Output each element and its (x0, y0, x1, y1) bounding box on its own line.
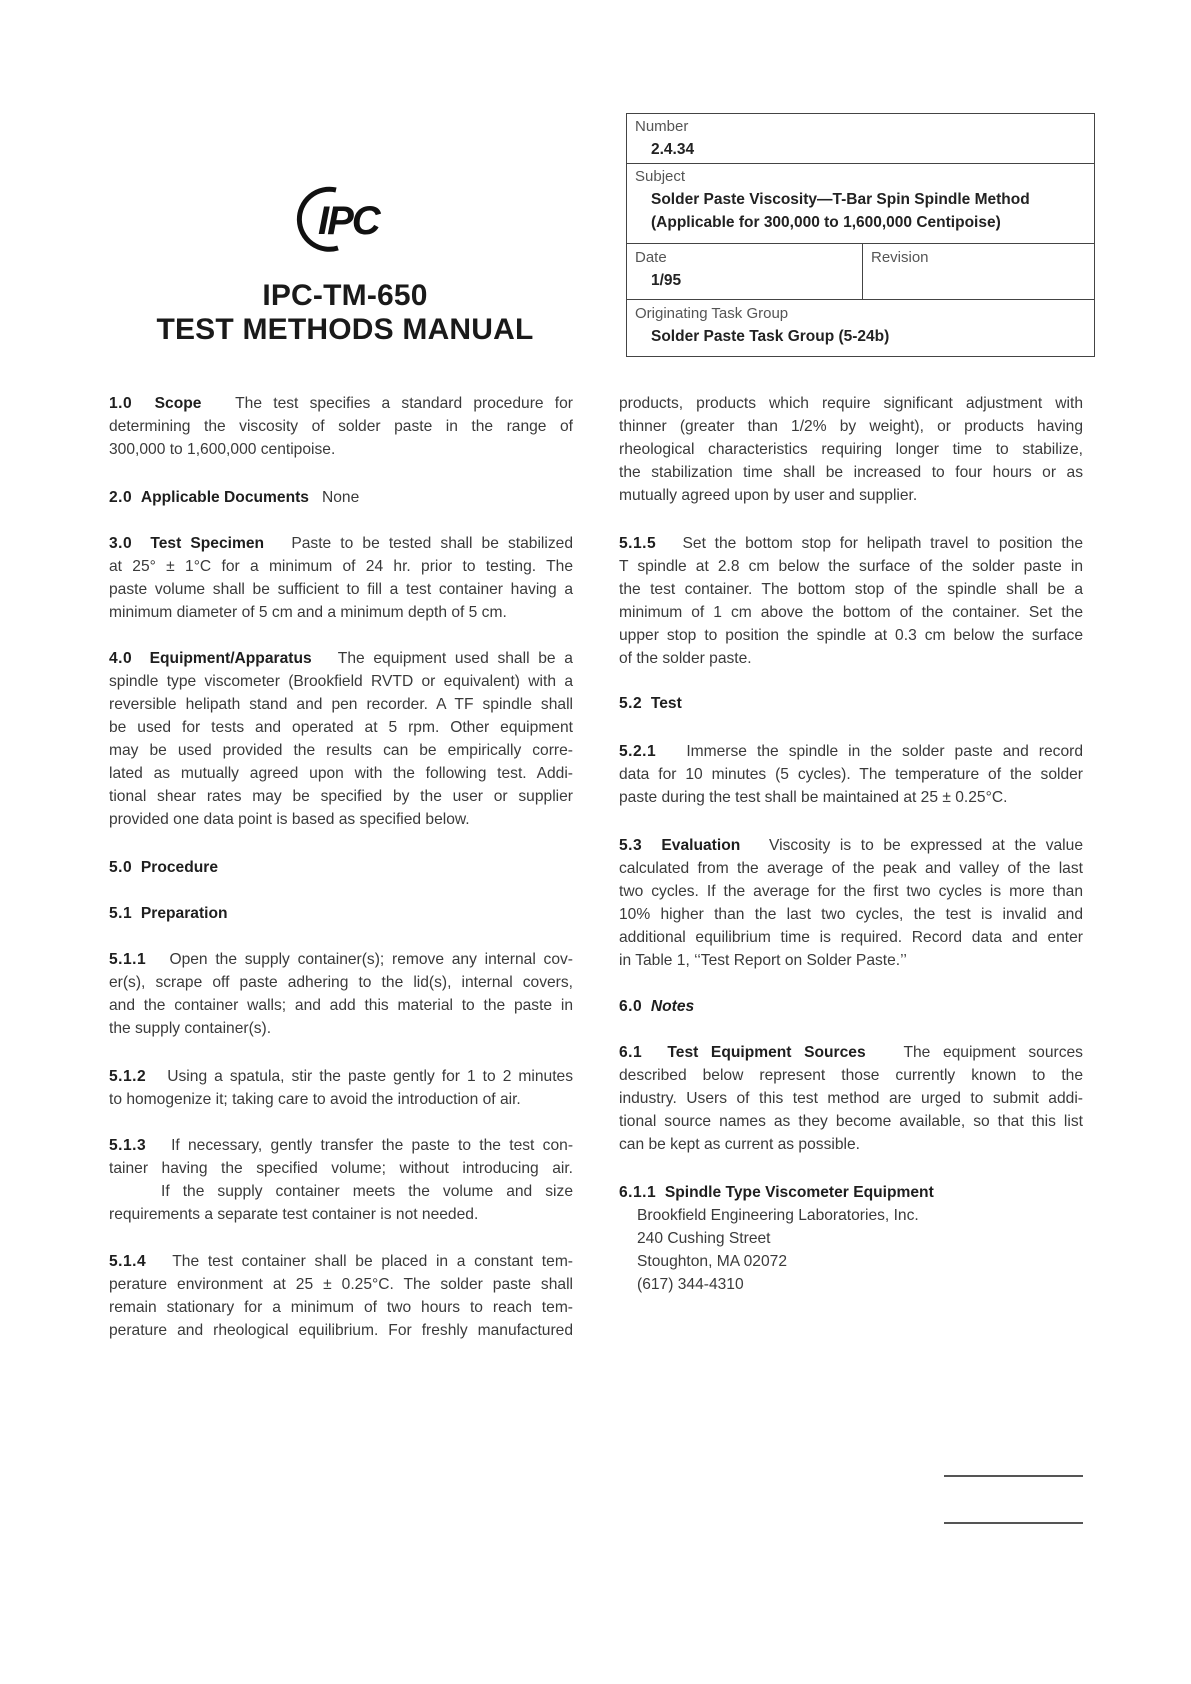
body-text: Open the supply container(s); remove any internal cov- (169, 951, 573, 968)
body-text: determining the viscosity of solder paste in the range of (109, 418, 573, 435)
manual-code: IPC-TM-650 (262, 279, 428, 312)
text-line (619, 461, 1083, 484)
body-text: Using a spatula, stir the paste gently for 1 to 2 minutes (167, 1068, 573, 1085)
text-line (109, 716, 573, 739)
body-text: perature and rheological equilibrium. For freshly manufactured (109, 1322, 573, 1339)
section-heading (619, 837, 740, 854)
section-number: 5.0 (109, 859, 133, 876)
body-text: Immerse the spindle in the solder paste and record (686, 743, 1083, 760)
text-line (619, 692, 1083, 715)
text-line (619, 555, 1083, 578)
section (619, 834, 1083, 972)
revision-label: Revision (871, 249, 929, 266)
section-number: 4.0 (109, 650, 133, 667)
text-line (619, 578, 1083, 601)
body-text: The equipment used shall be a (337, 650, 573, 667)
section-title: Test Specimen (150, 535, 265, 552)
body-text: in Table 1, ‘‘Test Report on Solder Paste.’’ (619, 952, 907, 969)
address-line: Brookfield Engineering Laboratories, Inc. (637, 1207, 919, 1224)
section-heading (109, 859, 218, 876)
section-heading (109, 1137, 146, 1154)
section-heading (619, 535, 656, 552)
address-line: Stoughton, MA 02072 (637, 1253, 787, 1270)
section-heading (109, 489, 309, 506)
section-heading (619, 743, 656, 760)
section-number: 5.2.1 (619, 743, 657, 760)
body-text: If the supply container meets the volume and size (161, 1183, 573, 1200)
text-line (109, 1017, 573, 1040)
section (109, 647, 573, 831)
text-line (619, 857, 1083, 880)
task-group-row (627, 300, 1094, 356)
section-heading (109, 1253, 146, 1270)
body-text: T spindle at 2.8 cm below the surface of the solder paste in (619, 558, 1083, 575)
body-text: minimum diameter of 5 cm and a minimum depth of 5 cm. (109, 604, 507, 621)
text-line (109, 1296, 573, 1319)
section-title: Preparation (140, 905, 228, 922)
section-title: Test Equipment Sources (667, 1044, 866, 1061)
section-heading (109, 1068, 146, 1085)
number-label: Number (635, 118, 689, 135)
text-line (109, 1180, 573, 1203)
section-heading (619, 998, 694, 1015)
manual-title: TEST METHODS MANUAL (156, 313, 534, 346)
section-heading (109, 951, 146, 968)
body-text: the stabilization time shall be increased to four hours or as (619, 464, 1083, 481)
text-line (109, 486, 573, 509)
text-line (109, 438, 573, 461)
body-text: products, products which require significant adjustment with (619, 395, 1083, 412)
section-heading (619, 695, 682, 712)
document-info-box (626, 113, 1095, 357)
section-title: Scope (154, 395, 202, 412)
section-title: Equipment/Apparatus (149, 650, 312, 667)
section (109, 856, 573, 879)
address-line: 240 Cushing Street (637, 1230, 771, 1247)
footer-rule (944, 1522, 1083, 1524)
section-title: Procedure (140, 859, 218, 876)
body-text: 300,000 to 1,600,000 centipoise. (109, 441, 336, 458)
text-line (619, 740, 1083, 763)
body-text: perature environment at 25 ± 0.25°C. The solder paste shall (109, 1276, 573, 1293)
text-line (619, 415, 1083, 438)
body-text: may be used provided the results can be empirically corre- (109, 742, 573, 759)
body-text: If necessary, gently transfer the paste to the test con- (171, 1137, 574, 1154)
number-value: 2.4.34 (651, 141, 695, 158)
text-line (619, 1087, 1083, 1110)
body-text: and the container walls; and add this material to the paste in (109, 997, 573, 1014)
task-group-value: Solder Paste Task Group (5-24b) (651, 328, 890, 345)
section-title: Notes (650, 998, 695, 1015)
section-number: 5.1.5 (619, 535, 657, 552)
text-line (109, 785, 573, 808)
subject-row (627, 164, 1094, 244)
body-text: tional source names as they become available, so that this list (619, 1113, 1083, 1130)
body-text: calculated from the average of the peak and valley of the last (619, 860, 1083, 877)
text-line (109, 1319, 573, 1342)
section-number: 6.1.1 (619, 1184, 657, 1201)
section (109, 392, 573, 461)
text-line (109, 762, 573, 785)
body-text: spindle type viscometer (Brookfield RVTD or equivalent) with a (109, 673, 573, 690)
body-text: provided one data point is based as specified below. (109, 811, 470, 828)
body-text: data for 10 minutes (5 cycles). The temperature of the solder (619, 766, 1083, 783)
text-line (619, 392, 1083, 415)
text-line (619, 438, 1083, 461)
body-text: er(s), scrape off paste adhering to the lid(s), internal covers, (109, 974, 573, 991)
text-line (109, 1203, 573, 1226)
text-line (619, 647, 1083, 670)
section-number: 5.1.2 (109, 1068, 147, 1085)
body-text: rheological characteristics requiring longer time to stabilize, (619, 441, 1083, 458)
text-line (109, 1250, 573, 1273)
section-number: 6.1 (619, 1044, 643, 1061)
body-text: at 25° ± 1°C for a minimum of 24 hr. prior to testing. The (109, 558, 573, 575)
body-text: the test container. The bottom stop of the spindle shall be a (619, 581, 1083, 598)
text-line (619, 484, 1083, 507)
body-text: lated as mutually agreed upon with the following test. Addi- (109, 765, 573, 782)
body-text: additional equilibrium time is required. Record data and enter (619, 929, 1083, 946)
section-number: 5.1.3 (109, 1137, 147, 1154)
text-line (109, 1088, 573, 1111)
task-group-label: Originating Task Group (635, 305, 789, 322)
text-line (109, 693, 573, 716)
section (109, 486, 573, 509)
address-line: (617) 344-4310 (637, 1276, 744, 1293)
text-line (619, 949, 1083, 972)
text-line (109, 415, 573, 438)
svg-text:IPC: IPC (318, 199, 379, 243)
subject-line-2: (Applicable for 300,000 to 1,600,000 Centipoise) (651, 214, 1001, 231)
section-number: 2.0 (109, 489, 133, 506)
section-title: Spindle Type Viscometer Equipment (664, 1184, 934, 1201)
body-text: tional shear rates may be specified by the user or supplier (109, 788, 573, 805)
text-line (619, 1133, 1083, 1156)
section (109, 1065, 573, 1111)
body-text: Paste to be tested shall be stabilized (291, 535, 574, 552)
section (619, 995, 1083, 1018)
text-line (619, 1041, 1083, 1064)
body-text: paste during the test shall be maintained at 25 ± 0.25°C. (619, 789, 1008, 806)
column-divider (862, 244, 863, 299)
body-text: Viscosity is to be expressed at the value (769, 837, 1083, 854)
footer-rule (944, 1475, 1083, 1477)
text-line (109, 647, 573, 670)
text-line (109, 948, 573, 971)
text-line (109, 739, 573, 762)
body-text: of the solder paste. (619, 650, 752, 667)
text-line (109, 532, 573, 555)
body-text: to homogenize it; taking care to avoid the introduction of air. (109, 1091, 521, 1108)
section-number: 6.0 (619, 998, 643, 1015)
section-number: 3.0 (109, 535, 133, 552)
section-heading (109, 535, 264, 552)
section-heading (619, 1184, 934, 1201)
section-heading (109, 650, 312, 667)
body-text: tainer having the specified volume; without introducing air. (109, 1160, 573, 1177)
section-number: 5.1.4 (109, 1253, 147, 1270)
text-line (109, 1157, 573, 1180)
body-text: Set the bottom stop for helipath travel to position the (682, 535, 1084, 552)
text-line (619, 786, 1083, 809)
text-line (109, 1134, 573, 1157)
number-row (627, 114, 1094, 164)
body-text: The equipment sources (903, 1044, 1083, 1061)
section-number: 5.1 (109, 905, 133, 922)
section (619, 1181, 1083, 1296)
section (619, 740, 1083, 809)
section (619, 532, 1083, 670)
text-line (109, 601, 573, 624)
text-line (109, 670, 573, 693)
section (619, 1041, 1083, 1156)
text-line (619, 1064, 1083, 1087)
section-heading (619, 1044, 866, 1061)
body-text: The test container shall be placed in a constant tem- (172, 1253, 573, 1270)
subject-line-1: Solder Paste Viscosity—T-Bar Spin Spindle Method (651, 191, 1030, 208)
text-line (619, 532, 1083, 555)
text-line (109, 994, 573, 1017)
section-heading (109, 905, 228, 922)
section (109, 1250, 573, 1342)
text-line (109, 856, 573, 879)
section-heading (109, 395, 201, 412)
body-text: thinner (greater than 1/2% by weight), or products having (619, 418, 1083, 435)
text-line (619, 1110, 1083, 1133)
text-line (109, 1065, 573, 1088)
body-text: minimum of 1 cm above the bottom of the container. Set the (619, 604, 1083, 621)
section (109, 902, 573, 925)
body-text: remain stationary for a minimum of two hours to reach tem- (109, 1299, 573, 1316)
body-text: can be kept as current as possible. (619, 1136, 860, 1153)
date-label: Date (635, 249, 667, 266)
body-text: two cycles. If the average for the first two cycles is more than (619, 883, 1083, 900)
text-line (619, 995, 1083, 1018)
text-line (619, 926, 1083, 949)
text-line (619, 1181, 1083, 1204)
text-line (109, 971, 573, 994)
section (619, 692, 1083, 715)
body-text: paste volume shall be sufficient to fill a test container having a (109, 581, 573, 598)
body-text: requirements a separate test container is not needed. (109, 1206, 479, 1223)
body-text: 10% higher than the last two cycles, the test is invalid and (619, 906, 1083, 923)
section (109, 1134, 573, 1226)
section-title: Applicable Documents (140, 489, 309, 506)
section-title: Test (650, 695, 682, 712)
text-line (619, 880, 1083, 903)
body-text: the supply container(s). (109, 1020, 272, 1037)
date-row (627, 244, 1094, 300)
text-line (109, 1273, 573, 1296)
text-line (619, 601, 1083, 624)
text-line (619, 624, 1083, 647)
body-text: upper stop to position the spindle at 0.3 cm below the surface (619, 627, 1083, 644)
text-line (109, 578, 573, 601)
section (109, 948, 573, 1040)
body-text: industry. Users of this test method are urged to submit addi- (619, 1090, 1083, 1107)
body-text: The test specifies a standard procedure for (235, 395, 573, 412)
body-text: None (321, 489, 360, 506)
section-number: 5.1.1 (109, 951, 147, 968)
subject-label: Subject (635, 168, 686, 185)
text-line (619, 763, 1083, 786)
body-text: described below represent those currently known to the (619, 1067, 1083, 1084)
section (619, 392, 1083, 507)
section-number: 1.0 (109, 395, 133, 412)
ipc-logo (296, 186, 392, 252)
section-title: Evaluation (661, 837, 741, 854)
text-line (619, 834, 1083, 857)
text-line (109, 392, 573, 415)
body-text: mutually agreed upon by user and supplier. (619, 487, 918, 504)
text-line (109, 902, 573, 925)
body-text: reversible helipath stand and pen recorder. A TF spindle shall (109, 696, 573, 713)
text-line (619, 903, 1083, 926)
section-number: 5.2 (619, 695, 643, 712)
body-text: be used for tests and operated at 5 rpm. Other equipment (109, 719, 573, 736)
section-number: 5.3 (619, 837, 643, 854)
section (109, 532, 573, 624)
text-line (109, 555, 573, 578)
text-line (109, 808, 573, 831)
date-value: 1/95 (651, 272, 682, 289)
